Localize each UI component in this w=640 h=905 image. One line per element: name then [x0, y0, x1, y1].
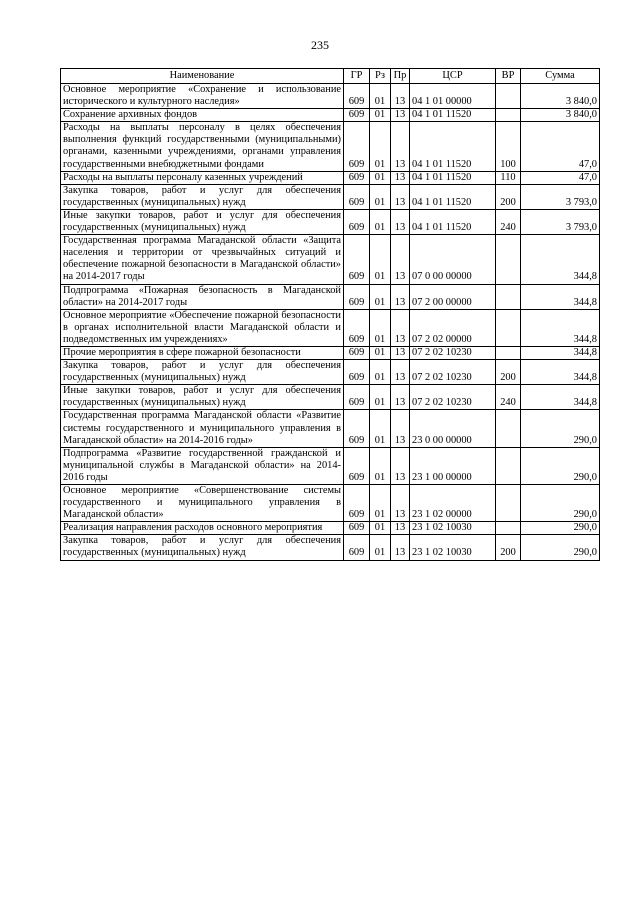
cell-pr: 13 — [391, 485, 410, 522]
cell-pr: 13 — [391, 122, 410, 171]
cell-csr: 04 1 01 11520 — [410, 184, 496, 209]
cell-gr: 609 — [344, 309, 370, 346]
cell-rz: 01 — [370, 410, 391, 447]
cell-name: Основное мероприятие «Сохранение и использование исторического и культурного наследия» — [61, 84, 344, 109]
table-row — [61, 235, 600, 284]
cell-pr: 13 — [391, 184, 410, 209]
cell-name: Иные закупки товаров, работ и услуг для обеспечения государственных (муниципальных) нужд — [61, 385, 344, 410]
cell-vr — [496, 284, 521, 309]
cell-name: Расходы на выплаты персоналу казенных учреждений — [61, 171, 344, 184]
cell-name: Основное мероприятие «Совершенствование системы государственного и муниципального управления в Магаданской области» — [61, 485, 344, 522]
cell-csr: 07 2 00 00000 — [410, 284, 496, 309]
cell-pr: 13 — [391, 410, 410, 447]
table-row — [61, 410, 600, 447]
cell-rz: 01 — [370, 184, 391, 209]
cell-sum: 344,8 — [521, 385, 600, 410]
cell-gr: 609 — [344, 284, 370, 309]
table-row — [61, 171, 600, 184]
cell-name: Сохранение архивных фондов — [61, 109, 344, 122]
cell-pr: 13 — [391, 522, 410, 535]
header-name: Наименование — [61, 69, 344, 84]
cell-sum: 344,8 — [521, 235, 600, 284]
cell-gr: 609 — [344, 171, 370, 184]
cell-vr — [496, 522, 521, 535]
cell-sum: 3 793,0 — [521, 209, 600, 234]
cell-csr: 07 2 02 10230 — [410, 360, 496, 385]
table-row — [61, 447, 600, 484]
table-body — [61, 84, 600, 561]
cell-csr: 04 1 01 11520 — [410, 109, 496, 122]
cell-rz: 01 — [370, 284, 391, 309]
cell-vr — [496, 109, 521, 122]
table-row — [61, 309, 600, 346]
cell-name: Закупка товаров, работ и услуг для обеспечения государственных (муниципальных) нужд — [61, 184, 344, 209]
cell-vr: 200 — [496, 184, 521, 209]
cell-vr: 240 — [496, 209, 521, 234]
table-row — [61, 109, 600, 122]
cell-sum: 3 840,0 — [521, 84, 600, 109]
budget-table — [60, 68, 600, 561]
cell-csr: 23 1 00 00000 — [410, 447, 496, 484]
table-row — [61, 535, 600, 560]
cell-name: Государственная программа Магаданской области «Развитие системы государственного и муниципального управления в Магаданской области» на 2014-2016 годы» — [61, 410, 344, 447]
cell-pr: 13 — [391, 209, 410, 234]
cell-gr: 609 — [344, 346, 370, 359]
cell-sum: 344,8 — [521, 309, 600, 346]
table-row — [61, 346, 600, 359]
cell-gr: 609 — [344, 184, 370, 209]
cell-gr: 609 — [344, 535, 370, 560]
cell-vr — [496, 235, 521, 284]
header-gr: ГР — [344, 69, 370, 84]
cell-sum: 290,0 — [521, 410, 600, 447]
cell-name: Закупка товаров, работ и услуг для обеспечения государственных (муниципальных) нужд — [61, 360, 344, 385]
cell-rz: 01 — [370, 385, 391, 410]
cell-csr: 07 2 02 10230 — [410, 385, 496, 410]
table-header-row — [61, 69, 600, 84]
table-row — [61, 360, 600, 385]
cell-pr: 13 — [391, 309, 410, 346]
cell-gr: 609 — [344, 385, 370, 410]
cell-rz: 01 — [370, 360, 391, 385]
cell-sum: 3 793,0 — [521, 184, 600, 209]
cell-pr: 13 — [391, 535, 410, 560]
cell-csr: 04 1 01 00000 — [410, 84, 496, 109]
cell-csr: 07 2 02 10230 — [410, 346, 496, 359]
cell-rz: 01 — [370, 447, 391, 484]
page-number: 235 — [311, 38, 329, 52]
cell-csr: 23 1 02 00000 — [410, 485, 496, 522]
header-rz: Рз — [370, 69, 391, 84]
cell-csr: 04 1 01 11520 — [410, 209, 496, 234]
cell-csr: 23 1 02 10030 — [410, 535, 496, 560]
cell-rz: 01 — [370, 171, 391, 184]
cell-pr: 13 — [391, 284, 410, 309]
cell-vr: 200 — [496, 535, 521, 560]
cell-name: Реализация направления расходов основного мероприятия — [61, 522, 344, 535]
cell-name: Государственная программа Магаданской области «Защита населения и территории от чрезвычайных ситуаций и обеспечение пожарной безопасности в Магаданской области» на 2014-2017 годы — [61, 235, 344, 284]
table-row — [61, 209, 600, 234]
cell-csr: 07 0 00 00000 — [410, 235, 496, 284]
cell-rz: 01 — [370, 535, 391, 560]
cell-gr: 609 — [344, 235, 370, 284]
table-row — [61, 184, 600, 209]
cell-pr: 13 — [391, 171, 410, 184]
cell-csr: 23 1 02 10030 — [410, 522, 496, 535]
cell-rz: 01 — [370, 109, 391, 122]
cell-rz: 01 — [370, 235, 391, 284]
cell-sum: 3 840,0 — [521, 109, 600, 122]
cell-csr: 23 0 00 00000 — [410, 410, 496, 447]
cell-vr — [496, 447, 521, 484]
cell-pr: 13 — [391, 235, 410, 284]
cell-vr — [496, 410, 521, 447]
header-sum: Сумма — [521, 69, 600, 84]
cell-csr: 04 1 01 11520 — [410, 122, 496, 171]
cell-rz: 01 — [370, 122, 391, 171]
cell-name: Иные закупки товаров, работ и услуг для обеспечения государственных (муниципальных) нужд — [61, 209, 344, 234]
cell-gr: 609 — [344, 209, 370, 234]
cell-gr: 609 — [344, 410, 370, 447]
cell-gr: 609 — [344, 109, 370, 122]
table-row — [61, 522, 600, 535]
cell-csr: 07 2 02 00000 — [410, 309, 496, 346]
table-row — [61, 284, 600, 309]
cell-gr: 609 — [344, 84, 370, 109]
cell-pr: 13 — [391, 84, 410, 109]
cell-vr — [496, 485, 521, 522]
cell-sum: 47,0 — [521, 171, 600, 184]
cell-name: Подпрограмма «Пожарная безопасность в Магаданской области» на 2014-2017 годы — [61, 284, 344, 309]
cell-gr: 609 — [344, 360, 370, 385]
cell-pr: 13 — [391, 447, 410, 484]
cell-vr: 110 — [496, 171, 521, 184]
cell-vr: 240 — [496, 385, 521, 410]
cell-gr: 609 — [344, 122, 370, 171]
cell-vr — [496, 84, 521, 109]
cell-pr: 13 — [391, 360, 410, 385]
table-row — [61, 385, 600, 410]
cell-rz: 01 — [370, 84, 391, 109]
cell-pr: 13 — [391, 346, 410, 359]
table-row — [61, 485, 600, 522]
cell-sum: 344,8 — [521, 346, 600, 359]
cell-pr: 13 — [391, 385, 410, 410]
cell-rz: 01 — [370, 309, 391, 346]
table-row — [61, 122, 600, 171]
cell-vr: 200 — [496, 360, 521, 385]
cell-sum: 290,0 — [521, 485, 600, 522]
cell-name: Основное мероприятие «Обеспечение пожарной безопасности в органах исполнительной власти Магаданской области и подведомственных им учреждениях» — [61, 309, 344, 346]
cell-gr: 609 — [344, 485, 370, 522]
cell-name: Расходы на выплаты персоналу в целях обеспечения выполнения функций государственными (муниципальными) органами, казенными учреждениями, органами управления государственными внебюджетными фондами — [61, 122, 344, 171]
cell-rz: 01 — [370, 522, 391, 535]
header-vr: ВР — [496, 69, 521, 84]
cell-name: Закупка товаров, работ и услуг для обеспечения государственных (муниципальных) нужд — [61, 535, 344, 560]
header-csr: ЦСР — [410, 69, 496, 84]
cell-name: Подпрограмма «Развитие государственной гражданской и муниципальной службы в Магаданской области» на 2014-2016 годы — [61, 447, 344, 484]
cell-sum: 344,8 — [521, 360, 600, 385]
cell-vr — [496, 309, 521, 346]
cell-vr: 100 — [496, 122, 521, 171]
table-row — [61, 84, 600, 109]
cell-gr: 609 — [344, 447, 370, 484]
cell-sum: 47,0 — [521, 122, 600, 171]
cell-gr: 609 — [344, 522, 370, 535]
cell-rz: 01 — [370, 346, 391, 359]
cell-sum: 290,0 — [521, 535, 600, 560]
cell-name: Прочие мероприятия в сфере пожарной безопасности — [61, 346, 344, 359]
cell-vr — [496, 346, 521, 359]
cell-csr: 04 1 01 11520 — [410, 171, 496, 184]
cell-sum: 290,0 — [521, 447, 600, 484]
cell-sum: 290,0 — [521, 522, 600, 535]
cell-rz: 01 — [370, 485, 391, 522]
header-pr: Пр — [391, 69, 410, 84]
cell-rz: 01 — [370, 209, 391, 234]
cell-pr: 13 — [391, 109, 410, 122]
cell-sum: 344,8 — [521, 284, 600, 309]
